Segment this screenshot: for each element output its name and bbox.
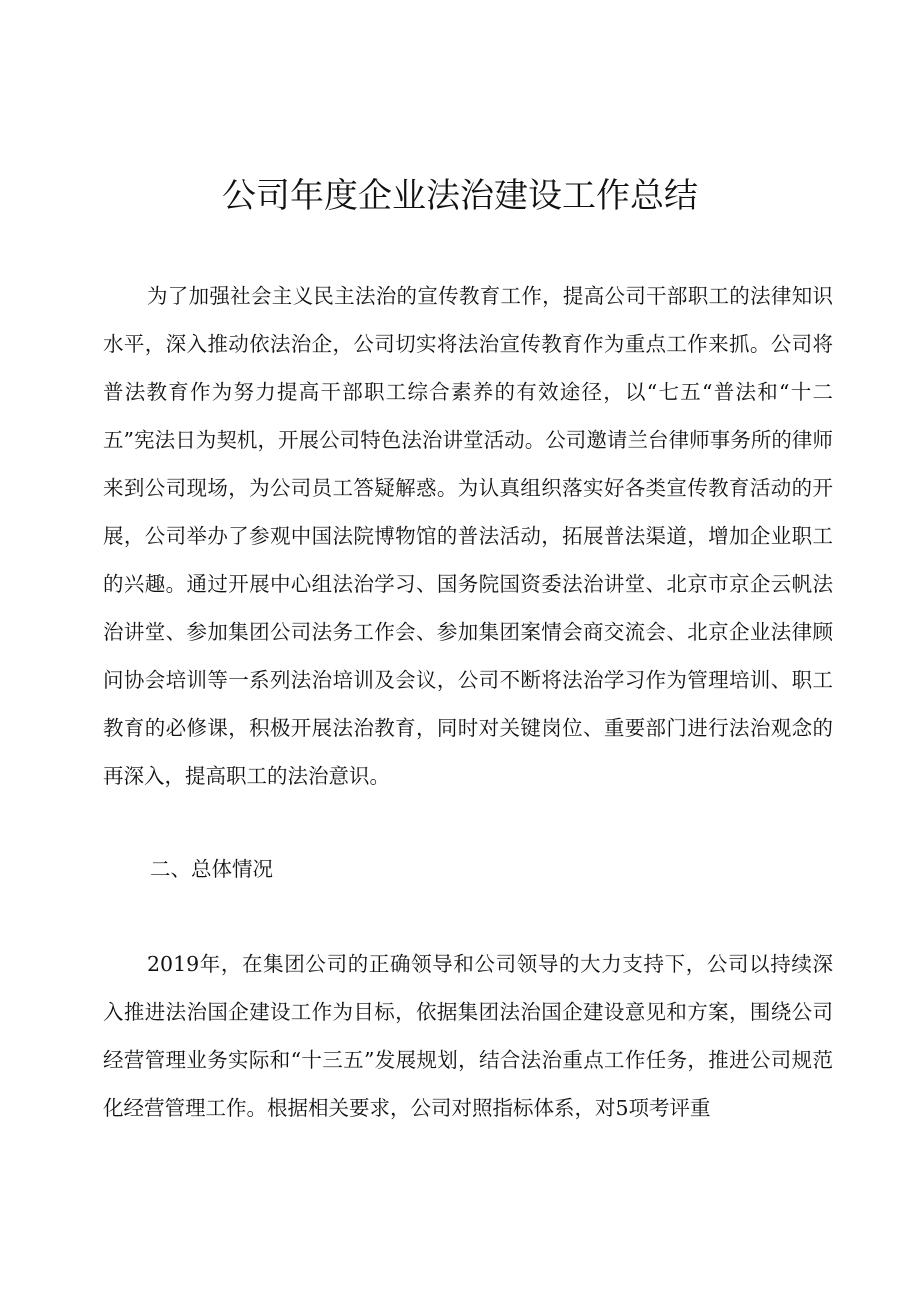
section-heading-overall-situation: 二、总体情况 [150,857,273,881]
paragraph-overall-situation: 2019年，在集团公司的正确领导和公司领导的大力支持下，公司以持续深入推进法治国企建设工作为目标，依据集团法治国企建设意见和方案，围绕公司经营管理业务实际和“十三五”发展规划，结合法治重点工作任务，推进公司规范化经营管理工作。根据相关要求，公司对照指标体系，对5项考评重 [103,952,833,1120]
paragraph-legal-education: 为了加强社会主义民主法治的宣传教育工作，提高公司干部职工的法律知识水平，深入推动依法治企，公司切实将法治宣传教育作为重点工作来抓。公司将普法教育作为努力提高干部职工综合素养的有效途径，以“七五“普法和“十二五”宪法日为契机，开展公司特色法治讲堂活动。公司邀请兰台律师事务所的律师来到公司现场，为公司员工答疑解惑。为认真组织落实好各类宣传教育活动的开展，公司举办了参观中国法院博物馆的普法活动，拓展普法渠道，增加企业职工的兴趣。通过开展中心组法治学习、国务院国资委法治讲堂、北京市京企云帆法治讲堂、参加集团公司法务工作会、参加集团案情会商交流会、北京企业法律顾问协会培训等一系列法治培训及会议，公司不断将法治学习作为管理培训、职工教育的必修课，积极开展法治教育，同时对关键岗位、重要部门进行法治观念的再深入，提高职工的法治意识。 [103,284,833,788]
document-title: 公司年度企业法治建设工作总结 [222,176,698,216]
